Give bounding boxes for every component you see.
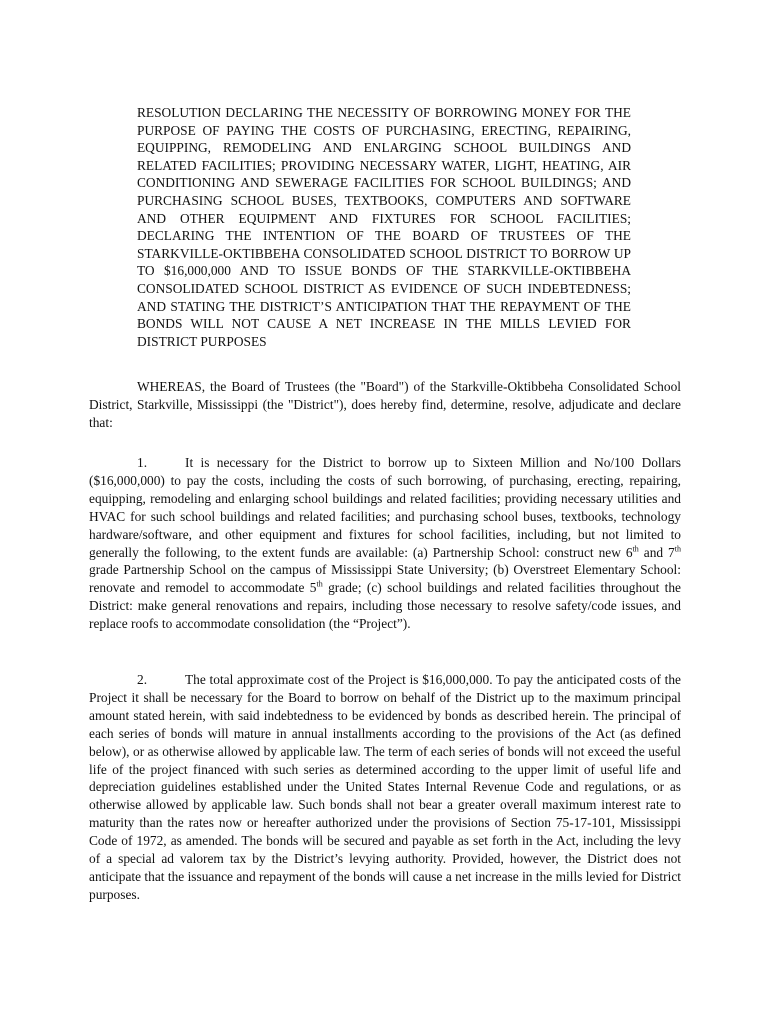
resolution-title: RESOLUTION DECLARING THE NECESSITY OF BORROWING MONEY FOR THE PURPOSE OF PAYING THE COSTS OF PURCHASING, ERECTING, REPAIRING, EQUIPPING, REMODELING AND ENLARGING SCHOOL BUILDINGS AND RELATED FACILITIES; PROVIDING NECESSARY WATER, LIGHT, HEATING, AIR CONDITIONING AND SEWERAGE FACILITIES FOR SCHOOL BUILDINGS; AND PURCHASING SCHOOL BUSES, TEXTBOOKS, COMPUTERS AND SOFTWARE AND OTHER EQUIPMENT AND FIXTURES FOR SCHOOL FACILITIES; DECLARING THE INTENTION OF THE BOARD OF TRUSTEES OF THE STARKVILLE-OKTIBBEHA CONSOLIDATED SCHOOL DISTRICT TO BORROW UP TO $16,000,000 AND TO ISSUE BONDS OF THE STARKVILLE-OKTIBBEHA CONSOLIDATED SCHOOL DISTRICT AS EVIDENCE OF SUCH INDEBTEDNESS; AND STATING THE DISTRICT’S ANTICIPATION THAT THE REPAYMENT OF THE BONDS WILL NOT CAUSE A NET INCREASE IN THE MILLS LEVIED FOR DISTRICT PURPOSES — [137, 105, 631, 349]
paragraph-1-sup-a: th — [632, 544, 639, 554]
paragraph-1-number: 1. — [137, 455, 148, 470]
paragraph-2 — [89, 671, 681, 904]
paragraph-1-text-a: It is necessary for the District to borrow up to Sixteen Million and No/100 Dollars ($16,000,000) to pay the costs, including the costs of such borrowing, of purchasing, erecting, repairing, equipping, remodeling and enlarging school buildings and related facilities; providing necessary utilities and HVAC for such school buildings and related facilities; and purchasing school buses, textbooks, technology hardware/software, and other equipment and fixtures for school facilities, including, but not limited to generally the following, to the extent funds are available: (a) Partnership School: construct new 6 — [89, 455, 681, 560]
paragraph-1-text-b: and 7 — [638, 544, 675, 560]
paragraph-1-sup-c: th — [316, 579, 323, 589]
paragraph-1-sup-b: th — [674, 544, 681, 554]
paragraph-1 — [89, 454, 681, 633]
paragraph-1-text-c: grade Partnership School on the campus of Mississippi State University; (b) Overstreet Elementary School: renovate and remodel to accommodate 5 — [89, 562, 681, 596]
paragraph-2-text: The total approximate cost of the Project is $16,000,000. To pay the anticipated costs of the Project it shall be necessary for the Board to borrow on behalf of the District up to the maximum principal amount stated herein, with said indebtedness to be evidenced by bonds as described herein. The principal of each series of bonds will mature in annual installments according to the provisions of the Act (as defined below), or as otherwise allowed by applicable law. The term of each series of bonds will not exceed the useful life of the project financed with such series as determined according to the upper limit of useful life and depreciation guidelines established under the United States Internal Revenue Code and regulations, or as otherwise allowed by applicable law. Such bonds shall not bear a greater overall maximum interest rate to maturity than the rates now or hereafter authorized under the provisions of Section 75-17-101, Mississippi Code of 1972, as amended. The bonds will be secured and payable as set forth in the Act, including the levy of a special ad valorem tax by the District’s levying authority. Provided, however, the District does not anticipate that the issuance and repayment of the bonds will cause a net increase in the mills levied for District purposes. — [89, 672, 681, 902]
paragraph-1-text-d: grade; (c) school buildings and related facilities throughout the District: make general renovations and repairs, including those necessary to resolve safety/code issues, and replace roofs to accommodate consolidation (the “Project”). — [89, 580, 681, 632]
whereas-paragraph: WHEREAS, the Board of Trustees (the "Board") of the Starkville-Oktibbeha Consolidated School District, Starkville, Mississippi (the "District"), does hereby find, determine, resolve, adjudicate and declare that: — [89, 379, 681, 430]
paragraph-2-number: 2. — [137, 672, 148, 687]
